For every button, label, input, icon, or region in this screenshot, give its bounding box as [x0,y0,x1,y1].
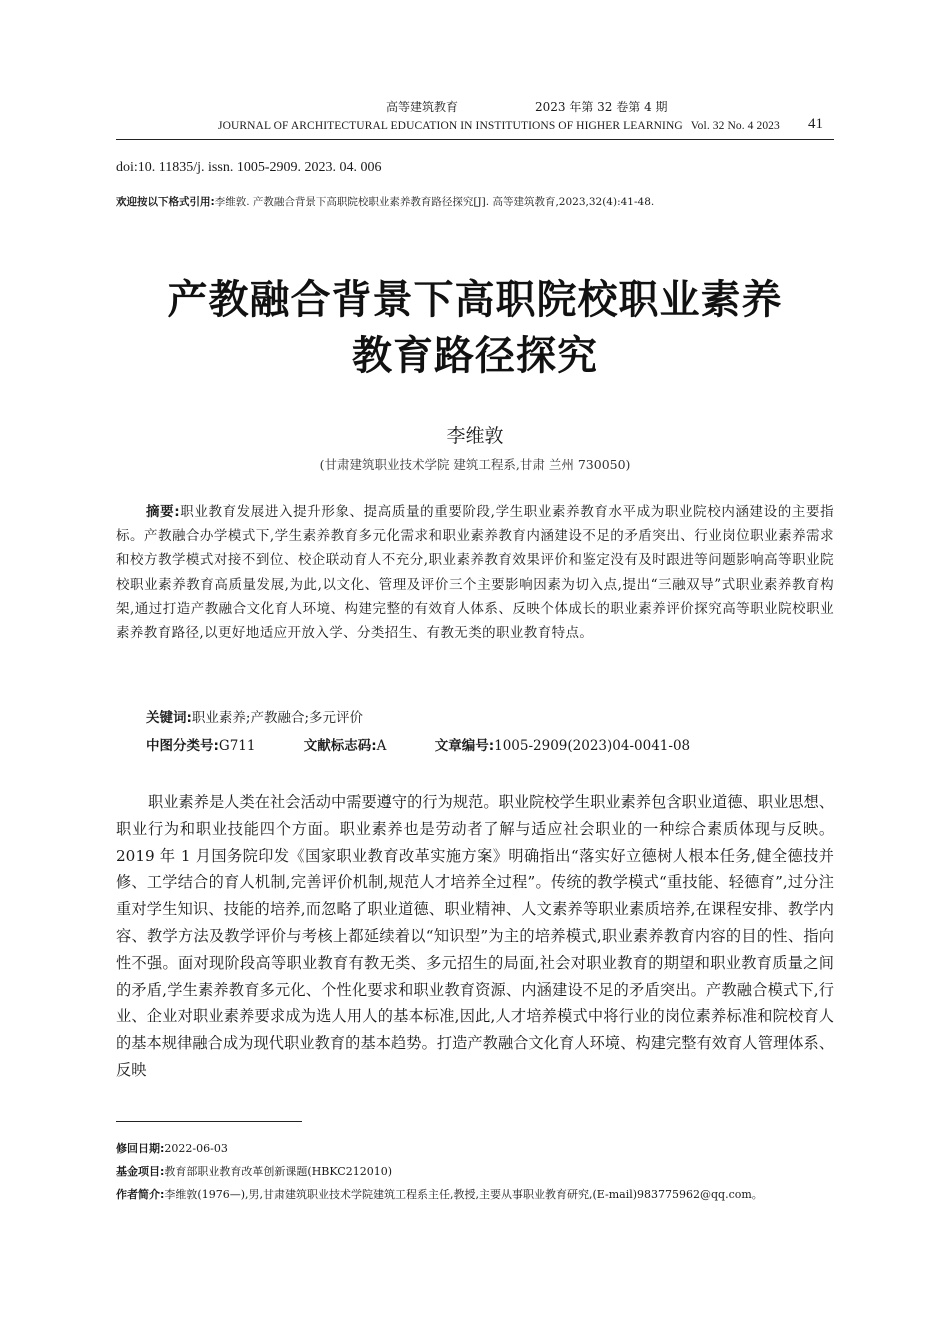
journal-name-cn: 高等建筑教育 [386,100,459,114]
bio-label: 作者简介: [116,1188,165,1201]
clc-value: G711 [218,738,256,754]
fund-label: 基金项目: [116,1165,165,1178]
article-number-label: 文章编号: [434,738,495,754]
keywords [146,706,363,726]
title-line-1: 产教融合背景下高职院校职业素养 [167,277,783,323]
author-name: 李维敦 [446,425,504,447]
footnote-revised-date [116,1140,228,1156]
journal-name-en [218,120,780,132]
article-number [435,738,690,754]
classification-row [146,734,690,754]
article-number-value: 1005-2909(2023)04-0041-08 [494,738,691,754]
revised-label: 修回日期: [116,1142,165,1155]
article-title [0,272,950,384]
keywords-label: 关键词: [146,710,192,726]
footnote-divider [116,1121,302,1122]
journal-title-en: JOURNAL OF ARCHITECTURAL EDUCATION IN INSTITUTIONS OF HIGHER LEARNING [218,120,683,132]
keywords-text: 职业素养;产教融合;多元评价 [191,710,364,726]
document-code-label: 文献标志码: [303,738,377,754]
author-affiliation: (甘肃建筑职业技术学院 建筑工程系,甘肃 兰州 730050) [319,457,631,472]
clc-label: 中图分类号: [146,738,219,754]
citation [116,194,654,209]
document-code [304,738,387,754]
footnote-author-bio [116,1186,763,1202]
abstract [116,500,834,645]
footnote-fund [116,1163,392,1179]
bio-value: 李维敦(1976—),男,甘肃建筑职业技术学院建筑工程系主任,教授,主要从事职业教育研究,(E-mail)983775962@qq.com。 [164,1188,763,1201]
issue-info-cn: 2023 年第 32 卷第 4 期 [535,100,668,114]
body-paragraph: 职业素养是人类在社会活动中需要遵守的行为规范。职业院校学生职业素养包含职业道德、职业思想、职业行为和职业技能四个方面。职业素养也是劳动者了解与适应社会职业的一种综合素质体现与反映。2019 年 1 月国务院印发《国家职业教育改革实施方案》明确指出“落实好立德树人根本任务,健全德技并修、工学结合的育人机制,完善评价机制,规范人才培养全过程”。传统的教学模式“重技能、轻德育”,过分注重对学生知识、技能的培养,而忽略了职业道德、职业精神、人文素养等职业素质培养,在课程安排、教学内容、教学方法及教学评价与考核上都延续着以“知识型”为主的培养模式,职业素养教育内容的目的性、指向性不强。面对现阶段高等职业教育有教无类、多元招生的局面,社会对职业教育的期望和职业教育质量之间的矛盾,学生素养教育多元化、个性化要求和职业教育资源、内涵建设不足的矛盾突出。产教融合模式下,行业、企业对职业素养要求成为选人用人的基本标准,因此,人才培养模式中将行业的岗位素养标准和院校育人的基本规律融合成为现代职业教育的基本趋势。打造产教融合文化育人环境、构建完整有效育人管理体系、反映 [116,793,834,1079]
citation-text: 李维敦. 产教融合背景下高职院校职业素养教育路径探究[J]. 高等建筑教育,2023,32(4):41-48. [214,196,655,208]
page-number: 41 [808,116,823,132]
volume-info-en: Vol. 32 No. 4 2023 [690,120,780,132]
doi: doi:10. 11835/j. issn. 1005-2909. 2023. 04. 006 [116,160,382,175]
header-divider [116,139,834,140]
citation-label: 欢迎按以下格式引用: [116,196,215,208]
revised-value: 2022-06-03 [164,1142,228,1155]
document-code-value: A [376,738,387,754]
clc-code [146,738,255,754]
abstract-text: 职业教育发展进入提升形象、提高质量的重要阶段,学生职业素养教育水平成为职业院校内涵建设的主要指标。产教融合办学模式下,学生素养教育多元化需求和职业素养教育内涵建设不足的矛盾突出、行业岗位职业素养需求和校方教学模式对接不到位、校企联动育人不充分,职业素养教育效果评价和鉴定没有及时跟进等问题影响高等职业院校职业素养教育高质量发展,为此,以文化、管理及评价三个主要影响因素为切入点,提出“三融双导”式职业素养教育构架,通过打造产教融合文化育人环境、构建完整的有效育人体系、反映个体成长的职业素养评价探究高等职业院校职业素养教育路径,以更好地适应开放入学、分类招生、有教无类的职业教育特点。 [116,504,834,642]
title-line-2: 教育路径探究 [352,333,598,379]
fund-value: 教育部职业教育改革创新课题(HBKC212010) [164,1165,392,1178]
abstract-label: 摘要: [146,504,181,520]
